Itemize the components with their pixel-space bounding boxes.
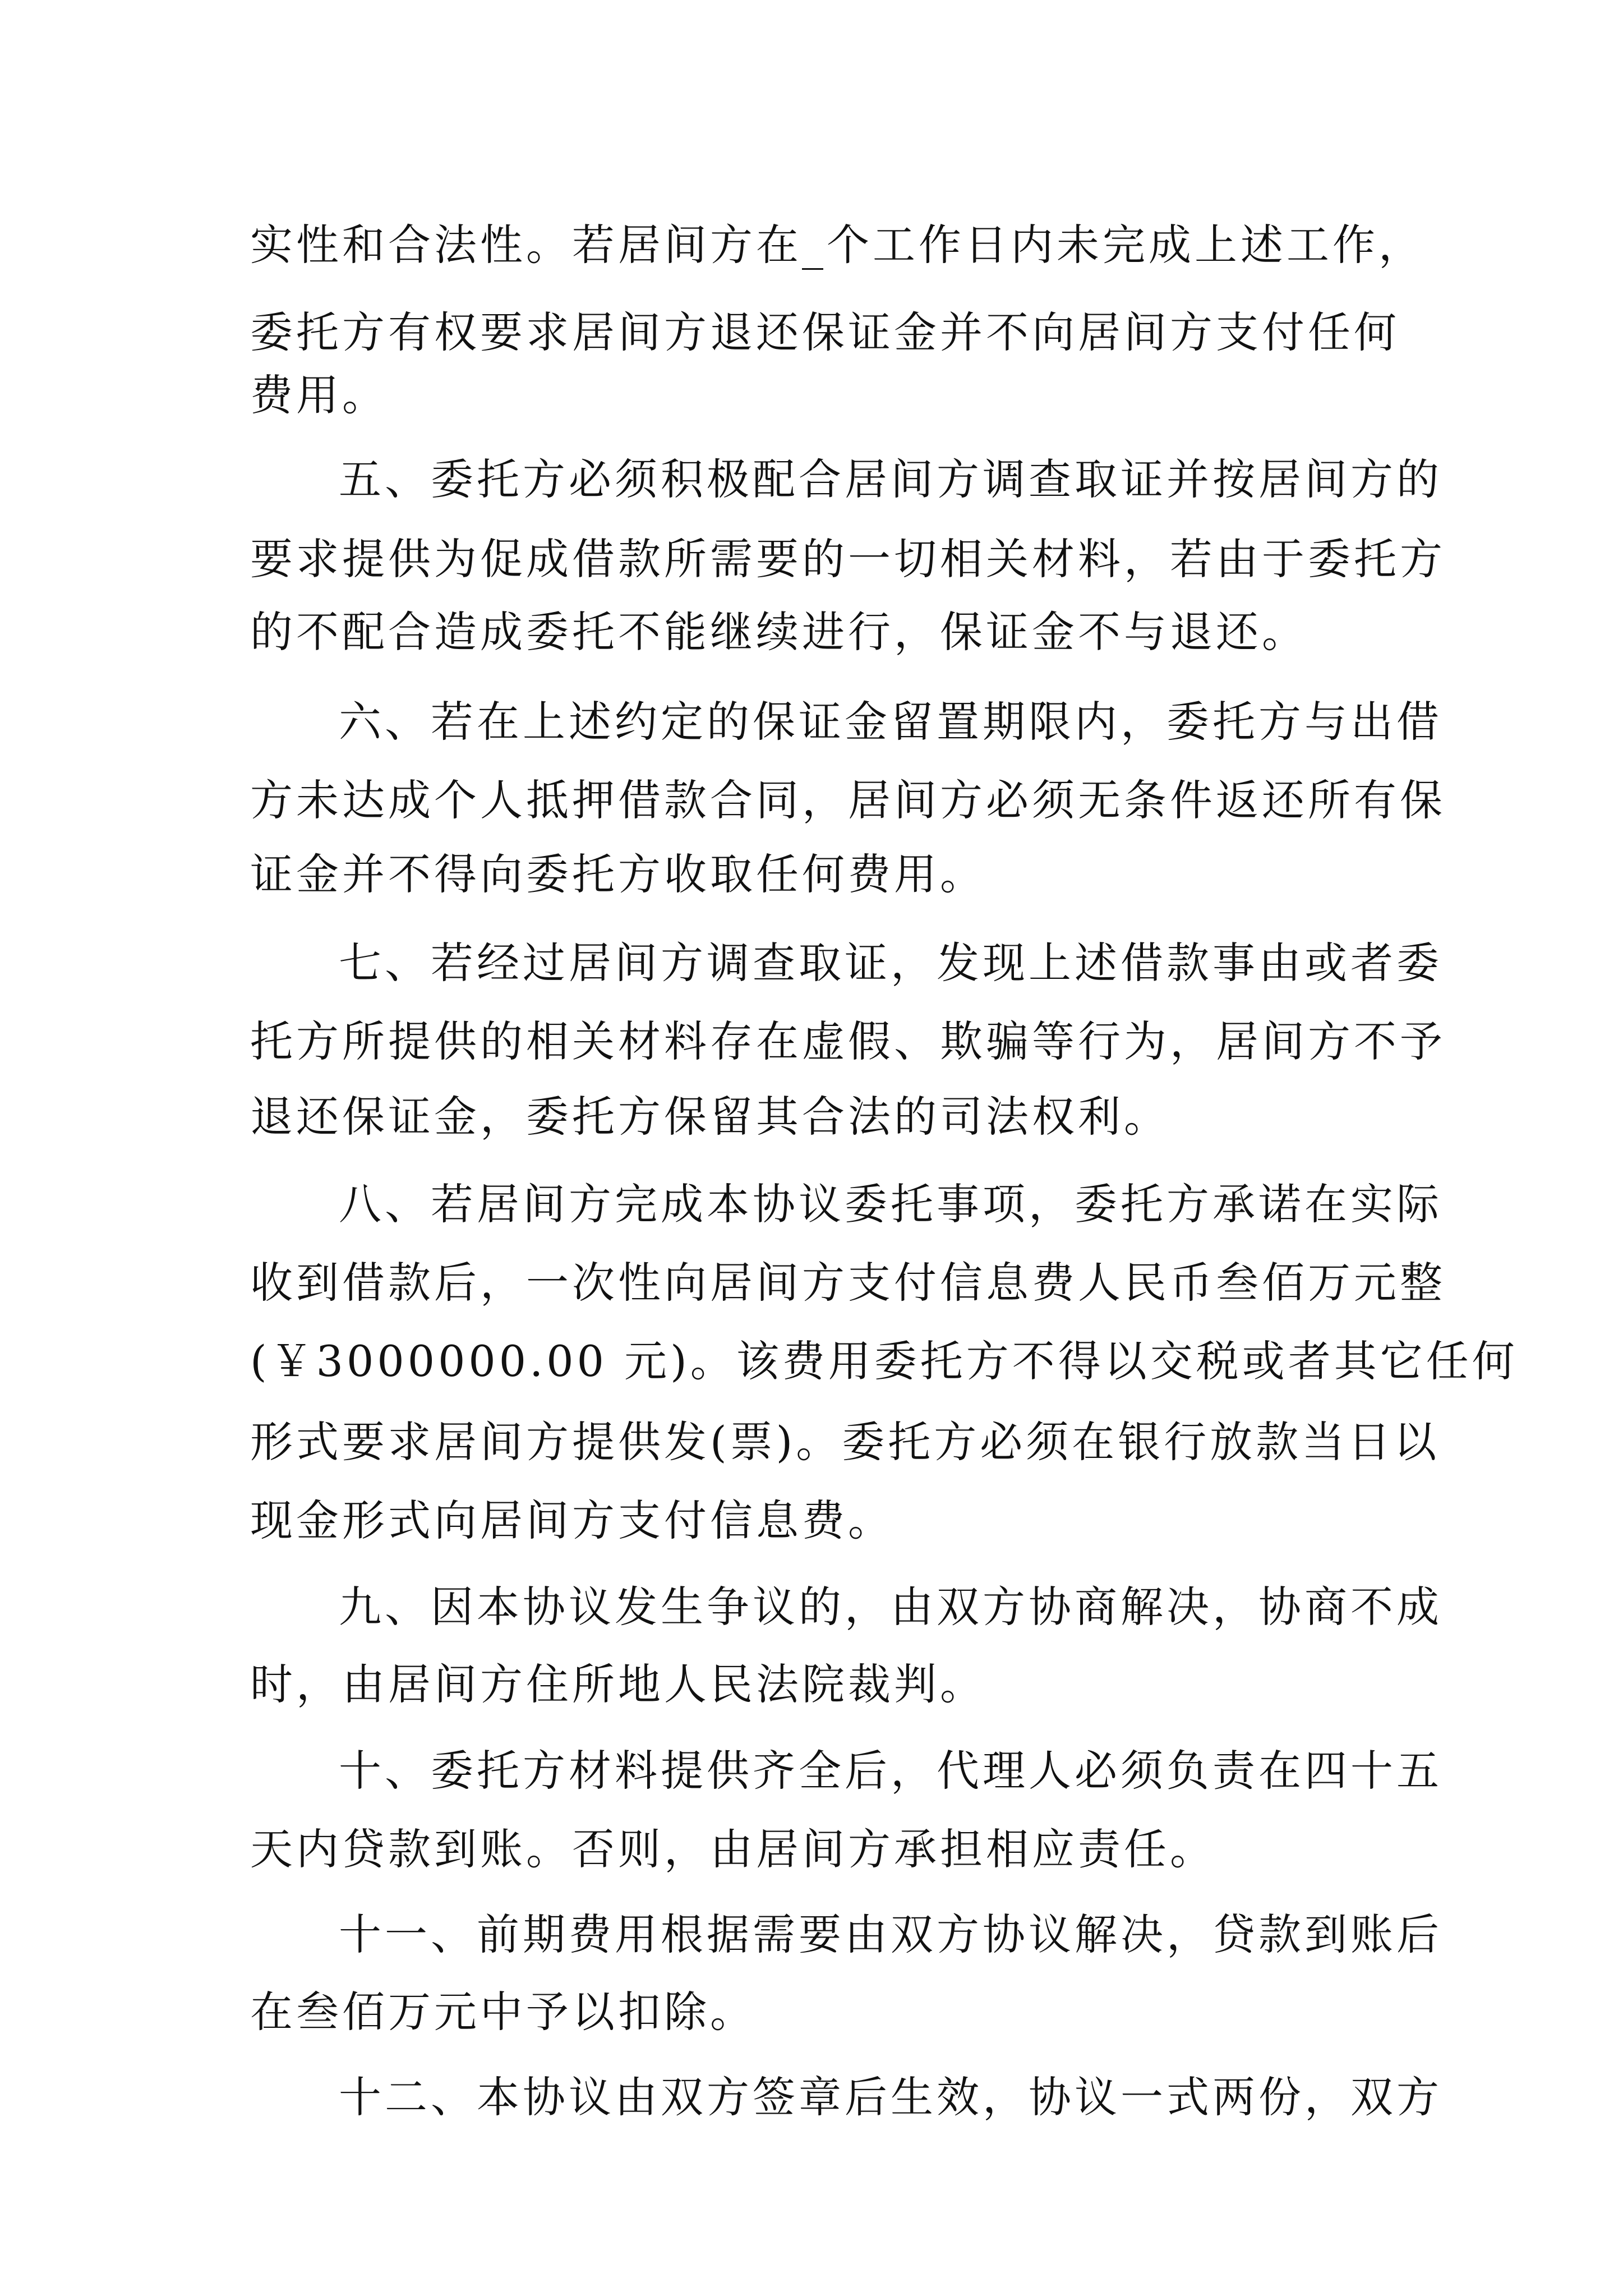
text-line: 证金并不得向委托方收取任何费用。 — [250, 849, 986, 899]
paragraph-11-first-line: 十一、前期费用根据需要由双方协议解决，贷款到账后 — [339, 1910, 1442, 1959]
paragraph-10-first-line: 十、委托方材料提供齐全后，代理人必须负责在四十五 — [339, 1746, 1442, 1796]
text-line: 在叁佰万元中予以扣除。 — [250, 1987, 756, 2037]
text-line: 的不配合造成委托不能继续进行，保证金不与退还。 — [250, 607, 1308, 657]
paragraph-9-first-line: 九、因本协议发生争议的，由双方协商解决，协商不成 — [339, 1582, 1442, 1632]
text-line: 要求提供为促成借款所需要的一切相关材料，若由于委托方 — [250, 534, 1446, 584]
paragraph-6-first-line: 六、若在上述约定的保证金留置期限内，委托方与出借 — [339, 697, 1442, 747]
text-line: 托方所提供的相关材料存在虚假、欺骗等行为，居间方不予 — [250, 1016, 1446, 1066]
paragraph-8-first-line: 八、若居间方完成本协议委托事项，委托方承诺在实际 — [339, 1179, 1442, 1229]
text-line: 收到借款后，一次性向居间方支付信息费人民币叁佰万元整 — [250, 1258, 1446, 1308]
text-line: 现金形式向居间方支付信息费。 — [250, 1496, 894, 1545]
text-line: 方未达成个人抵押借款合同，居间方必须无条件返还所有保 — [250, 775, 1446, 825]
paragraph-5-first-line: 五、委托方必须积极配合居间方调查取证并按居间方的 — [339, 454, 1442, 504]
text-line: 形式要求居间方提供发(票)。委托方必须在银行放款当日以 — [250, 1417, 1440, 1467]
text-line: (￥3000000.00 元)。该费用委托方不得以交税或者其它任何 — [250, 1336, 1518, 1386]
paragraph-7-first-line: 七、若经过居间方调查取证，发现上述借款事由或者委 — [339, 938, 1442, 988]
text-line: 天内贷款到账。否则，由居间方承担相应责任。 — [250, 1824, 1216, 1874]
text-line: 实性和合法性。若居间方在_个工作日内未完成上述工作， — [250, 220, 1424, 270]
text-line: 时，由居间方住所地人民法院裁判。 — [250, 1659, 986, 1709]
paragraph-12-first-line: 十二、本协议由双方签章后生效，协议一式两份，双方 — [339, 2072, 1442, 2122]
text-line: 退还保证金，委托方保留其合法的司法权利。 — [250, 1092, 1170, 1142]
text-line: 费用。 — [250, 370, 388, 420]
text-line: 委托方有权要求居间方退还保证金并不向居间方支付任何 — [250, 307, 1400, 357]
